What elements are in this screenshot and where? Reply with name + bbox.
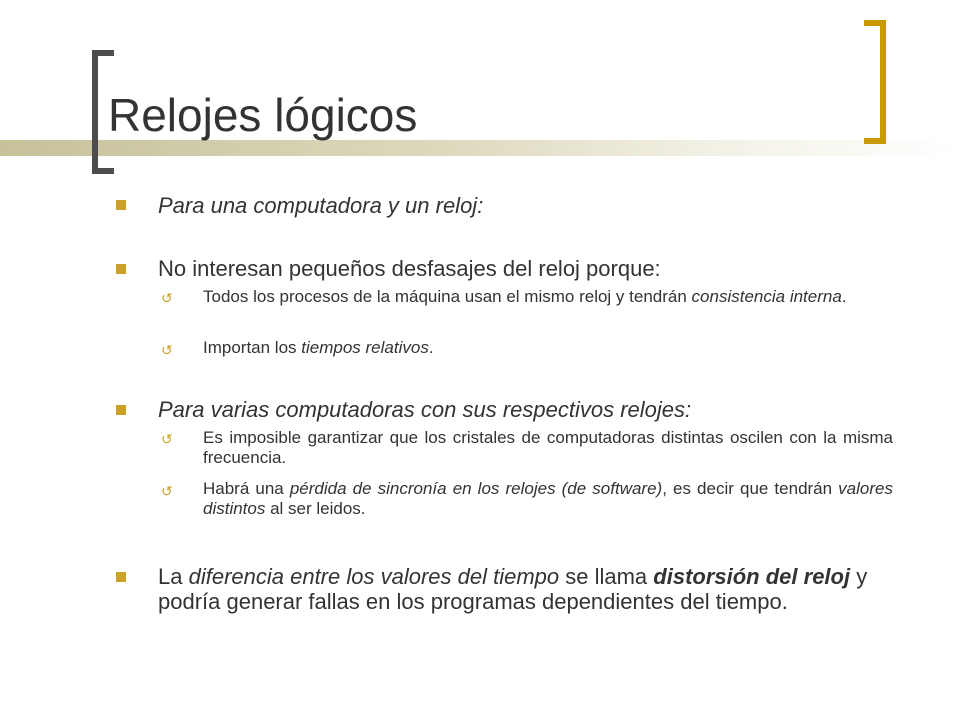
italic-run: pérdida de sincronía en los relojes (de software): [289, 479, 663, 498]
bullet-3-text: Para varias computadoras con sus respectivos relojes:: [158, 397, 692, 422]
bullet-3: [158, 397, 898, 422]
text-run: y podría generar fallas en los programas dependientes del tiempo.: [158, 564, 868, 614]
slide-title: Relojes lógicos: [108, 89, 418, 141]
italic-run: valores distintos: [203, 479, 893, 518]
right-bracket-decoration: [864, 20, 886, 144]
hook-bullet-icon: ↺: [161, 342, 173, 358]
text-run: Todos los procesos de la máquina usan el mismo reloj y tendrán: [203, 287, 692, 306]
bullet-2-sub-2: [203, 338, 893, 358]
text-run: .: [841, 287, 847, 306]
hook-bullet-icon: ↺: [161, 431, 173, 447]
text-run: Es imposible garantizar que los cristales de computadoras distintas oscilen con la misma frecuencia.: [203, 428, 893, 467]
bullet-3-sub-2: [203, 479, 893, 519]
text-run: Importan los: [203, 338, 302, 357]
bullet-3-sub-1: [203, 428, 893, 468]
text-run: Habrá una: [203, 479, 290, 498]
title-gradient-bar: [0, 140, 960, 156]
bullet-4: [158, 564, 900, 614]
square-bullet-icon: [116, 200, 126, 210]
bullet-2: [158, 256, 898, 281]
italic-run: diferencia entre los valores del tiempo: [188, 564, 560, 589]
italic-run: consistencia interna: [691, 287, 842, 306]
text-run: se llama: [559, 564, 654, 589]
text-run: , es decir que tendrán: [662, 479, 839, 498]
hook-bullet-icon: ↺: [161, 483, 173, 499]
bullet-2-text: No interesan pequeños desfasajes del reloj porque:: [158, 256, 661, 281]
bullet-1: [158, 193, 898, 218]
square-bullet-icon: [116, 264, 126, 274]
square-bullet-icon: [116, 405, 126, 415]
text-run: La: [158, 564, 189, 589]
text-run: .: [428, 338, 434, 357]
bullet-2-sub-1: [203, 287, 893, 307]
italic-run: tiempos relativos: [301, 338, 429, 357]
square-bullet-icon: [116, 572, 126, 582]
text-run: al ser leidos.: [265, 499, 366, 518]
hook-bullet-icon: ↺: [161, 290, 173, 306]
bold-italic-run: distorsión del reloj: [653, 564, 851, 589]
bullet-1-text: Para una computadora y un reloj:: [158, 193, 484, 218]
